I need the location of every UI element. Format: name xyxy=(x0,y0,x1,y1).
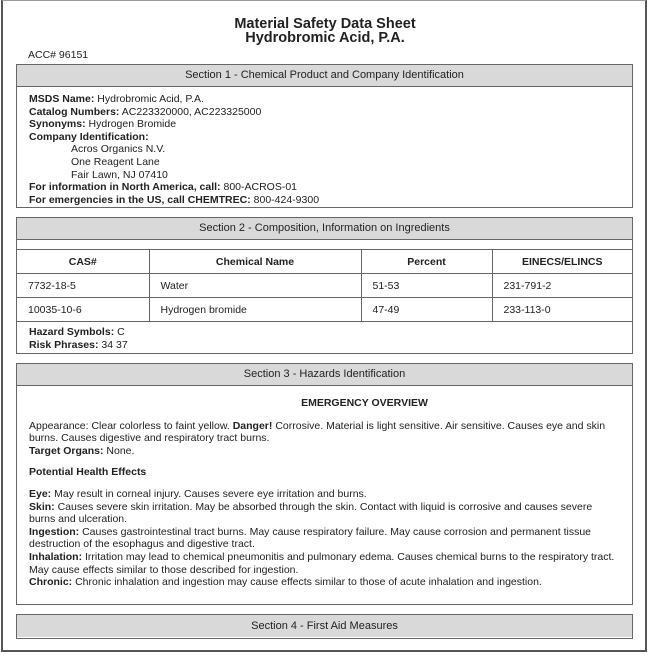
risk-value: 34 37 xyxy=(101,338,128,351)
effect-text: Causes gastrointestinal tract burns. May cause respiratory failure. May cause corrosion and permanent tissue destruction of the esophagus and digestive tract. xyxy=(29,525,592,551)
chemical-name-cell: Water xyxy=(149,274,361,298)
health-effects-title: Potential Health Effects xyxy=(29,466,147,479)
emergency-phone: 800-424-9300 xyxy=(253,193,320,206)
effect-label: Skin: xyxy=(29,500,55,513)
company-label: Company Identification: xyxy=(29,130,149,143)
target-value: None. xyxy=(106,444,135,457)
risk-line xyxy=(29,339,620,352)
info-phone: 800-ACROS-01 xyxy=(223,181,298,194)
chemical-name-cell: Hydrogen bromide xyxy=(149,298,361,322)
section-1-header: Section 1 - Chemical Product and Company Identification xyxy=(17,65,632,87)
emergency-label: For emergencies in the US, call CHEMTREC: xyxy=(29,193,251,206)
effect-label: Chronic: xyxy=(29,576,73,589)
column-header-percent: Percent xyxy=(361,250,492,274)
company-line: One Reagent Lane xyxy=(71,155,160,168)
effect-label: Ingestion: xyxy=(29,525,80,538)
target-line xyxy=(29,445,620,458)
target-label: Target Organs: xyxy=(29,444,104,457)
effect-text: Causes severe skin irritation. May be absorbed through the skin. Contact with liquid is corrosive and causes severe burns and ulceration. xyxy=(29,500,593,526)
effect-text: May result in corneal injury. Causes severe eye irritation and burns. xyxy=(54,487,367,500)
catalog-label: Catalog Numbers: xyxy=(29,105,120,118)
effect-text: Chronic inhalation and ingestion may cause effects similar to those of acute inhalation and ingestion. xyxy=(75,576,542,589)
appearance-paragraph xyxy=(29,420,620,445)
catalog-line xyxy=(29,106,620,119)
risk-label: Risk Phrases: xyxy=(29,338,99,351)
section-2 xyxy=(16,217,633,354)
section-1 xyxy=(16,64,633,208)
hazard-label: Hazard Symbols: xyxy=(29,326,115,338)
company-line: Fair Lawn, NJ 07410 xyxy=(71,168,168,181)
cas-cell: 10035-10-6 xyxy=(17,298,149,322)
effect-label: Inhalation: xyxy=(29,550,83,563)
ingredients-table xyxy=(17,249,632,322)
document-title: Material Safety Data Sheet xyxy=(234,16,416,32)
appearance-text: Appearance: Clear colorless to faint yellow. xyxy=(29,419,230,432)
percent-cell: 51-53 xyxy=(361,274,492,298)
info-line xyxy=(29,181,620,194)
table-row xyxy=(17,274,632,298)
effect-text: Irritation may lead to chemical pneumonitis and pulmonary edema. Causes chemical burns to the respiratory tract. May cause effects similar to those described for ingestion. xyxy=(29,550,615,576)
company-line: Acros Organics N.V. xyxy=(71,143,166,156)
synonyms-value: Hydrogen Bromide xyxy=(88,118,177,131)
percent-cell: 47-49 xyxy=(361,298,492,322)
effect-eye xyxy=(29,488,620,501)
document-subtitle: Hydrobromic Acid, P.A. xyxy=(245,30,405,46)
emergency-overview-title: EMERGENCY OVERVIEW xyxy=(301,397,428,409)
danger-label: Danger! xyxy=(232,419,273,432)
effect-ingestion xyxy=(29,526,620,551)
section-3-header: Section 3 - Hazards Identification xyxy=(17,364,632,386)
spacer xyxy=(17,240,632,249)
synonyms-line xyxy=(29,118,620,131)
table-row xyxy=(17,298,632,322)
section-4 xyxy=(16,614,633,639)
column-header-cas: CAS# xyxy=(17,250,149,274)
hazard-line xyxy=(29,326,620,339)
msds-name-line xyxy=(29,93,620,106)
section-2-header: Section 2 - Composition, Information on Ingredients xyxy=(17,218,632,240)
appearance-details: Corrosive. Material is light sensitive. Air sensitive. Causes eye and skin burns. Causes digestive and respiratory tract burns. xyxy=(29,419,606,445)
emergency-line xyxy=(29,194,620,207)
msds-name-label: MSDS Name: xyxy=(29,93,95,105)
info-label: For information in North America, call: xyxy=(29,181,221,194)
einecs-cell: 233-113-0 xyxy=(492,298,632,322)
effect-skin xyxy=(29,501,620,526)
einecs-cell: 231-791-2 xyxy=(492,274,632,298)
hazard-value: C xyxy=(117,326,125,338)
column-header-einecs: EINECS/ELINCS xyxy=(492,250,632,274)
section-4-header: Section 4 - First Aid Measures xyxy=(17,615,632,637)
synonyms-label: Synonyms: xyxy=(29,118,86,131)
table-header-row xyxy=(17,250,632,274)
section-3 xyxy=(16,363,633,605)
effect-label: Eye: xyxy=(29,487,52,500)
msds-name-value: Hydrobromic Acid, P.A. xyxy=(97,93,204,105)
acc-number: ACC# 96151 xyxy=(28,49,89,61)
effect-chronic xyxy=(29,576,620,589)
catalog-value: AC223320000, AC223325000 xyxy=(121,105,262,118)
cas-cell: 7732-18-5 xyxy=(17,274,149,298)
effect-inhalation xyxy=(29,551,620,576)
column-header-chemical-name: Chemical Name xyxy=(149,250,361,274)
